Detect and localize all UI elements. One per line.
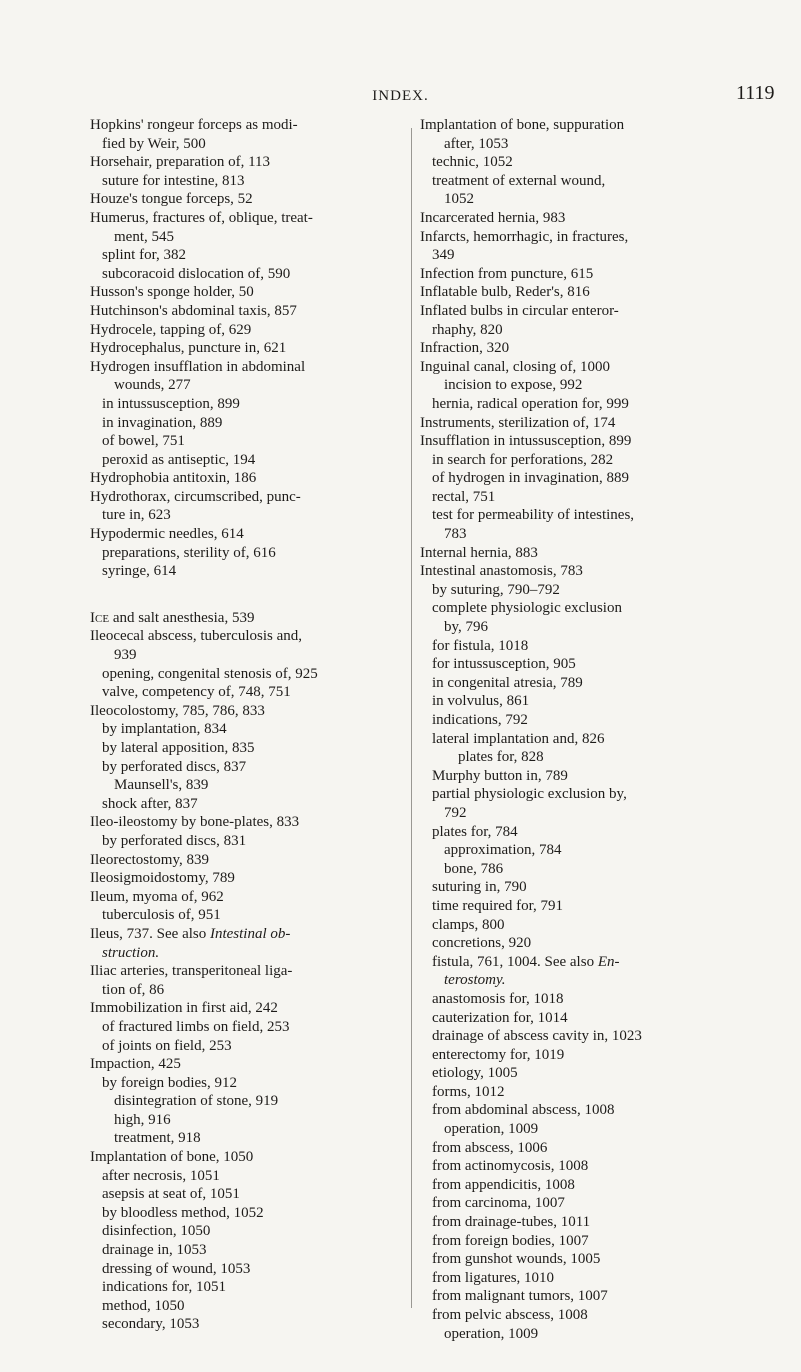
index-entry: clamps, 800 [432, 916, 505, 933]
column-divider [411, 128, 412, 1308]
index-entry: Insufflation in intussusception, 899 [420, 433, 632, 450]
index-entry: high, 916 [114, 1111, 171, 1128]
index-entry: suturing in, 790 [432, 879, 527, 896]
index-entry: valve, competency of, 748, 751 [102, 684, 291, 701]
index-entry: lateral implantation and, 826 [432, 730, 605, 747]
index-entry: indications for, 1051 [102, 1279, 226, 1296]
see-also-reference: En- [597, 953, 620, 970]
letter-lead-word: Ice [90, 609, 110, 626]
index-entry: 1052 [444, 191, 474, 208]
index-entry: operation, 1009 [444, 1325, 539, 1342]
index-entry: operation, 1009 [444, 1121, 539, 1138]
index-entry: of joints on field, 253 [102, 1037, 232, 1054]
index-entry: after necrosis, 1051 [102, 1167, 220, 1184]
see-also-reference: Intestinal ob- [209, 925, 291, 942]
index-entry: Ileus, 737. See also Intestinal ob- [90, 925, 291, 942]
index-entry: in congenital atresia, 789 [432, 674, 583, 691]
index-entry: partial physiologic exclusion by, [432, 786, 627, 803]
index-entry: complete physiologic exclusion [432, 600, 622, 617]
index-entry: of hydrogen in invagination, 889 [432, 470, 630, 487]
index-entry: forms, 1012 [432, 1083, 505, 1100]
index-entry: Infarcts, hemorrhagic, in fractures, [420, 228, 629, 245]
index-entry: from foreign bodies, 1007 [432, 1232, 589, 1249]
index-entry: fied by Weir, 500 [102, 135, 206, 152]
index-entry: concretions, 920 [432, 935, 532, 952]
index-entry: Houze's tongue forceps, 52 [90, 191, 253, 208]
index-entry: Instruments, sterilization of, 174 [420, 414, 616, 431]
index-entry: indications, 792 [432, 712, 528, 728]
index-entry: Ileocolostomy, 785, 786, 833 [90, 702, 265, 719]
index-entry: from appendicitis, 1008 [432, 1176, 575, 1193]
index-entry: Inflated bulbs in circular enteror- [420, 302, 619, 319]
index-entry: plates for, 828 [458, 749, 544, 766]
index-entry: Impaction, 425 [90, 1056, 181, 1073]
index-entry: Humerus, fractures of, oblique, treat- [90, 209, 313, 226]
index-entry: suture for intestine, 813 [102, 172, 245, 189]
index-entry: Ice and salt anesthesia, 539 [90, 609, 255, 626]
index-entry: treatment of external wound, [432, 172, 606, 189]
index-entry: of fractured limbs on field, 253 [102, 1018, 290, 1035]
index-entry: drainage of abscess cavity in, 1023 [432, 1028, 642, 1045]
index-entry: tuberculosis of, 951 [102, 907, 221, 924]
index-entry: subcoracoid dislocation of, 590 [102, 265, 291, 282]
index-entry: bone, 786 [444, 860, 504, 877]
index-entry: etiology, 1005 [432, 1065, 518, 1082]
index-entry: from malignant tumors, 1007 [432, 1288, 608, 1305]
index-entry: Husson's sponge holder, 50 [90, 284, 254, 301]
index-entry: plates for, 784 [432, 823, 518, 840]
index-entry: Ileorectostomy, 839 [90, 851, 209, 868]
index-entry: ment, 545 [114, 228, 174, 245]
index-entry: in intussusception, 899 [102, 395, 240, 412]
index-entry: disintegration of stone, 919 [114, 1093, 279, 1110]
index-entry: Implantation of bone, 1050 [90, 1149, 254, 1166]
index-entry: Incarcerated hernia, 983 [420, 209, 566, 226]
index-entry: Inflatable bulb, Reder's, 816 [420, 284, 590, 301]
index-entry: from actinomycosis, 1008 [432, 1158, 589, 1175]
index-entry: Immobilization in first aid, 242 [90, 1000, 278, 1017]
index-entry: Hutchinson's abdominal taxis, 857 [90, 302, 297, 319]
index-entry: by suturing, 790–792 [432, 581, 560, 598]
index-entry: method, 1050 [102, 1297, 185, 1314]
index-entry: by perforated discs, 837 [102, 758, 247, 775]
index-entry: disinfection, 1050 [102, 1223, 211, 1240]
index-entry: fistula, 761, 1004. See also En- [432, 953, 620, 970]
index-entry: incision to expose, 992 [444, 377, 583, 394]
index-column-right [420, 116, 720, 1343]
index-entry: technic, 1052 [432, 154, 513, 171]
index-entry: syringe, 614 [102, 563, 177, 580]
index-entry: preparations, sterility of, 616 [102, 544, 276, 561]
index-entry: Inguinal canal, closing of, 1000 [420, 358, 610, 375]
index-entry: Intestinal anastomosis, 783 [420, 563, 583, 580]
index-entry: Hydrocele, tapping of, 629 [90, 321, 252, 338]
index-entry: from pelvic abscess, 1008 [432, 1307, 588, 1323]
index-entry: in search for perforations, 282 [432, 451, 614, 468]
index-entry: 349 [432, 247, 455, 264]
index-entry: from drainage-tubes, 1011 [432, 1214, 591, 1231]
index-entry: treatment, 918 [114, 1130, 201, 1147]
index-entry: Hopkins' rongeur forceps as modi- [90, 117, 298, 133]
index-entry: Hypodermic needles, 614 [90, 526, 244, 543]
index-entry: opening, congenital stenosis of, 925 [102, 665, 318, 682]
index-entry: Implantation of bone, suppuration [420, 117, 625, 133]
index-entry: Hydrothorax, circumscribed, punc- [90, 488, 301, 505]
index-entry: from carcinoma, 1007 [432, 1195, 565, 1212]
index-entry: test for permeability of intestines, [432, 507, 635, 524]
index-entry: for intussusception, 905 [432, 656, 576, 673]
index-entry: Horsehair, preparation of, 113 [90, 154, 271, 171]
index-entry: secondary, 1053 [102, 1316, 200, 1333]
index-entry: Murphy button in, 789 [432, 767, 568, 784]
index-entry: cauterization for, 1014 [432, 1009, 568, 1026]
index-entry: for fistula, 1018 [432, 637, 529, 654]
index-entry: by bloodless method, 1052 [102, 1204, 264, 1221]
index-entry: by foreign bodies, 912 [102, 1074, 237, 1091]
index-entry: Hydrophobia antitoxin, 186 [90, 470, 257, 487]
index-entry: peroxid as antiseptic, 194 [102, 451, 256, 468]
index-entry: drainage in, 1053 [102, 1242, 207, 1259]
index-entry: dressing of wound, 1053 [102, 1260, 251, 1277]
index-entry: tion of, 86 [102, 981, 165, 998]
index-entry: struction. [102, 944, 160, 961]
index-entry: wounds, 277 [114, 377, 191, 394]
index-entry: shock after, 837 [102, 795, 198, 812]
letter-section-gap [90, 581, 402, 609]
index-entry: Infection from puncture, 615 [420, 265, 594, 282]
index-entry: Ileosigmoidostomy, 789 [90, 870, 235, 887]
index-entry: ture in, 623 [102, 507, 171, 524]
index-entry: by implantation, 834 [102, 721, 227, 738]
running-header-title: INDEX. [372, 88, 429, 104]
index-entry: by lateral apposition, 835 [102, 740, 255, 756]
index-entry: Maunsell's, 839 [114, 777, 209, 794]
index-entry: time required for, 791 [432, 897, 564, 914]
index-entry: terostomy. [444, 972, 506, 989]
index-entry: in invagination, 889 [102, 414, 223, 431]
index-entry: by, 796 [444, 619, 489, 636]
index-entry: Internal hernia, 883 [420, 544, 538, 561]
index-entry: from gunshot wounds, 1005 [432, 1251, 601, 1268]
index-entry: 939 [114, 647, 137, 664]
page-number: 1119 [736, 82, 775, 104]
index-entry: from ligatures, 1010 [432, 1269, 555, 1286]
index-entry: 783 [444, 526, 467, 543]
index-entry: of bowel, 751 [102, 433, 185, 450]
index-entry: Ileocecal abscess, tuberculosis and, [90, 628, 302, 645]
index-entry: Ileo-ileostomy by bone-plates, 833 [90, 814, 300, 831]
index-entry: asepsis at seat of, 1051 [102, 1186, 240, 1203]
index-entry: Infraction, 320 [420, 340, 510, 357]
index-entry: rectal, 751 [432, 488, 496, 505]
index-entry: hernia, radical operation for, 999 [432, 395, 629, 412]
index-entry: enterectomy for, 1019 [432, 1046, 565, 1063]
index-entry: Hydrogen insufflation in abdominal [90, 358, 306, 375]
index-column-left [90, 116, 402, 1334]
index-entry: rhaphy, 820 [432, 321, 503, 338]
index-entry: approximation, 784 [444, 842, 562, 859]
index-entry: anastomosis for, 1018 [432, 990, 564, 1007]
index-entry: Ileum, myoma of, 962 [90, 888, 224, 905]
index-entry: splint for, 382 [102, 247, 186, 264]
index-entry: Iliac arteries, transperitoneal liga- [90, 963, 293, 980]
index-entry: after, 1053 [444, 135, 509, 152]
index-entry: from abdominal abscess, 1008 [432, 1102, 615, 1119]
index-entry: by perforated discs, 831 [102, 832, 247, 849]
index-entry: Hydrocephalus, puncture in, 621 [90, 340, 287, 357]
index-entry: in volvulus, 861 [432, 693, 530, 710]
index-entry: from abscess, 1006 [432, 1139, 548, 1156]
index-entry: 792 [444, 804, 467, 821]
